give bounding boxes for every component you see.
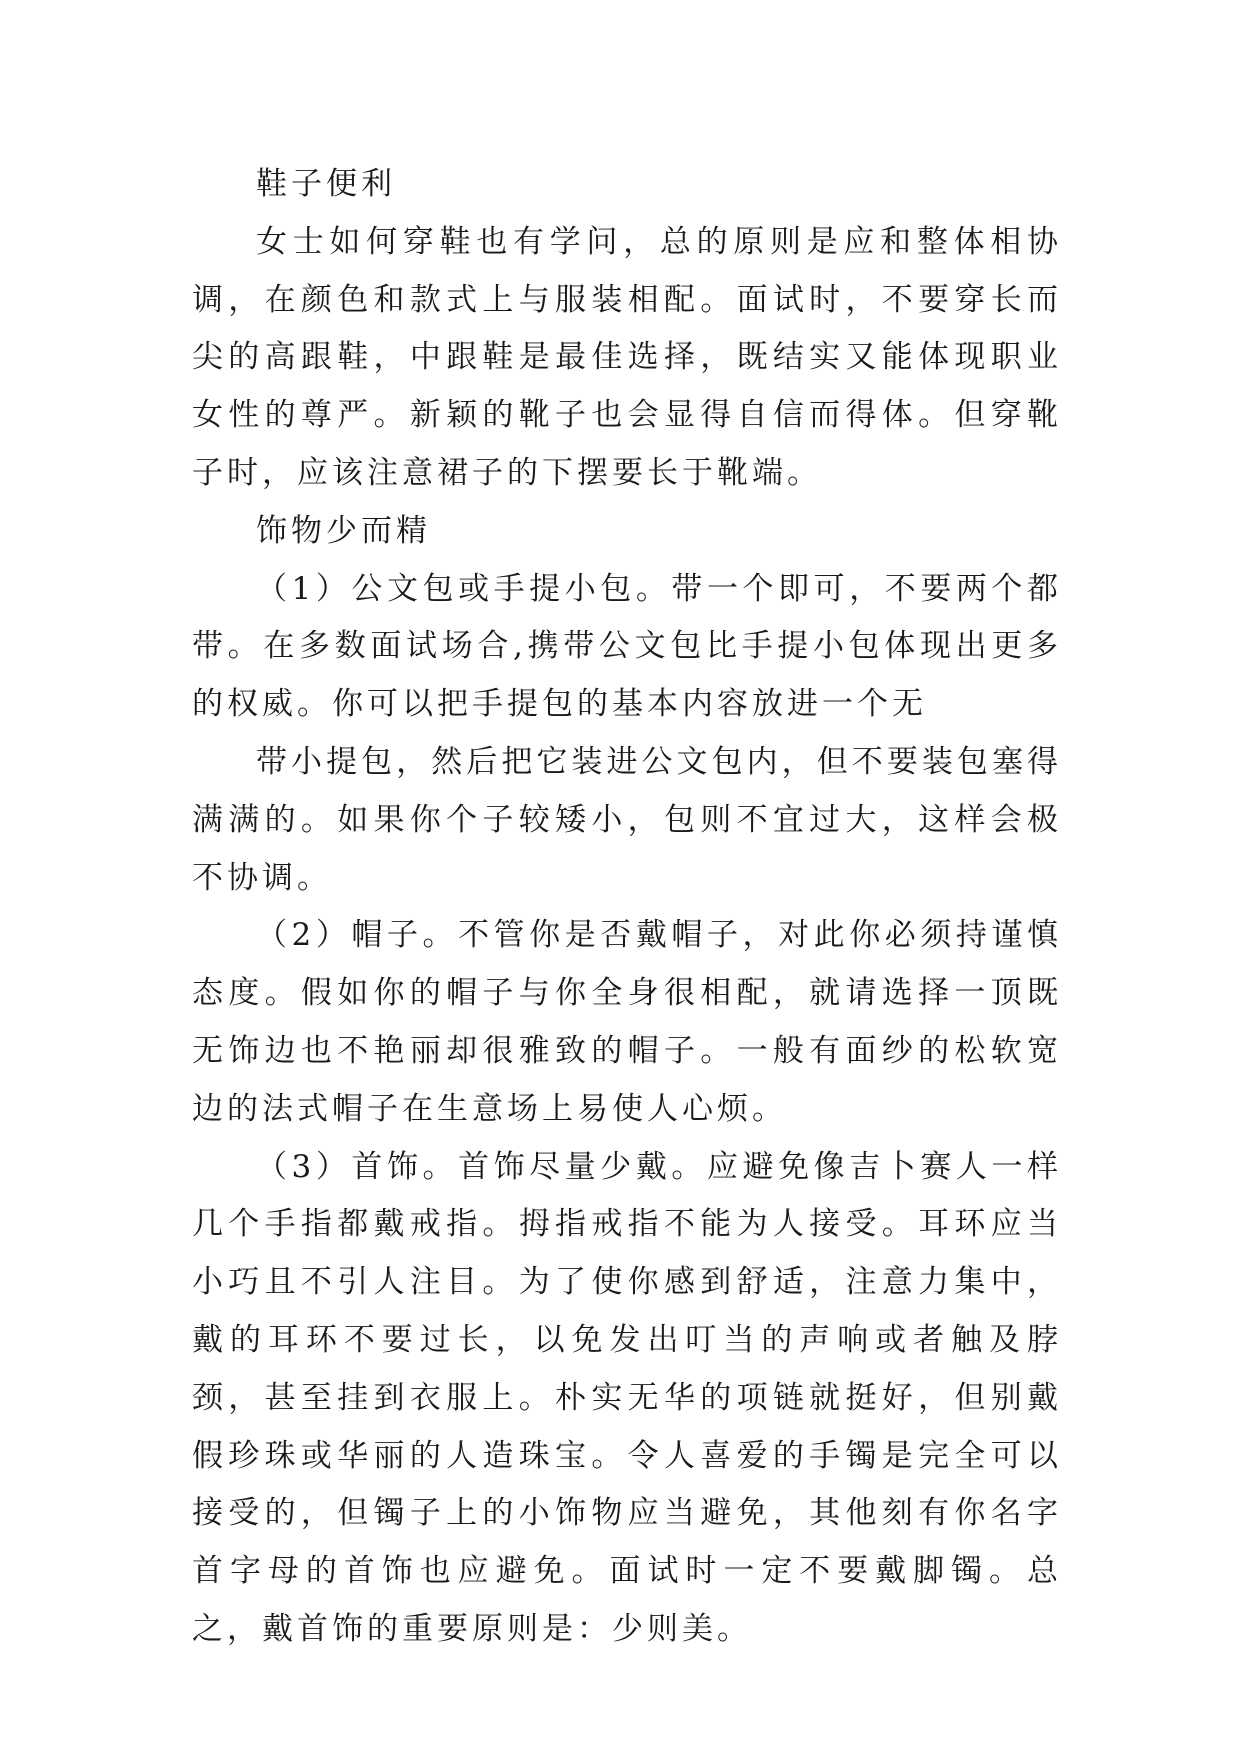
paragraph-jewelry: （3）首饰。首饰尽量少戴。应避免像吉卜赛人一样几个手指都戴戒指。拇指戒指不能为人接受。耳环应当小巧且不引人注目。为了使你感到舒适，注意力集中，戴的耳环不要过长，以免发出叮当的声响或者触及脖颈，甚至挂到衣服上。朴实无华的项链就挺好，但别戴假珍珠或华丽的人造珠宝。令人喜爱的手镯是完全可以接受的，但镯子上的小饰物应当避免，其他刻有你名字首字母的首饰也应避免。面试时一定不要戴脚镯。总之，戴首饰的重要原则是：少则美。 [192, 1148, 1062, 1647]
document-body [192, 156, 1062, 1659]
paragraph-bag: （1）公文包或手提小包。带一个即可，不要两个都带。在多数面试场合,携带公文包比手提小包体现出更多的权威。你可以把手提包的基本内容放进一个无 [192, 570, 1062, 723]
heading-accessories: 饰物少而精 [256, 512, 431, 549]
heading-shoes: 鞋子便利 [256, 166, 396, 202]
paragraph-hat: （2）帽子。不管你是否戴帽子，对此你必须持谨慎态度。假如你的帽子与你全身很相配，就请选择一顶既无饰边也不艳丽却很雅致的帽子。一般有面纱的松软宽边的法式帽子在生意场上易使人心烦。 [192, 917, 1062, 1127]
paragraph-shoes: 女士如何穿鞋也有学问，总的原则是应和整体相协调，在颜色和款式上与服装相配。面试时，不要穿长而尖的高跟鞋，中跟鞋是最佳选择，既结实又能体现职业女性的尊严。新颖的靴子也会显得自信而得体。但穿靴子时，应该注意裙子的下摆要长于靴端。 [192, 223, 1062, 491]
paragraph-bag-continued: 带小提包，然后把它装进公文包内，但不要装包塞得满满的。如果你个子较矮小，包则不宜过大，这样会极不协调。 [192, 743, 1062, 896]
